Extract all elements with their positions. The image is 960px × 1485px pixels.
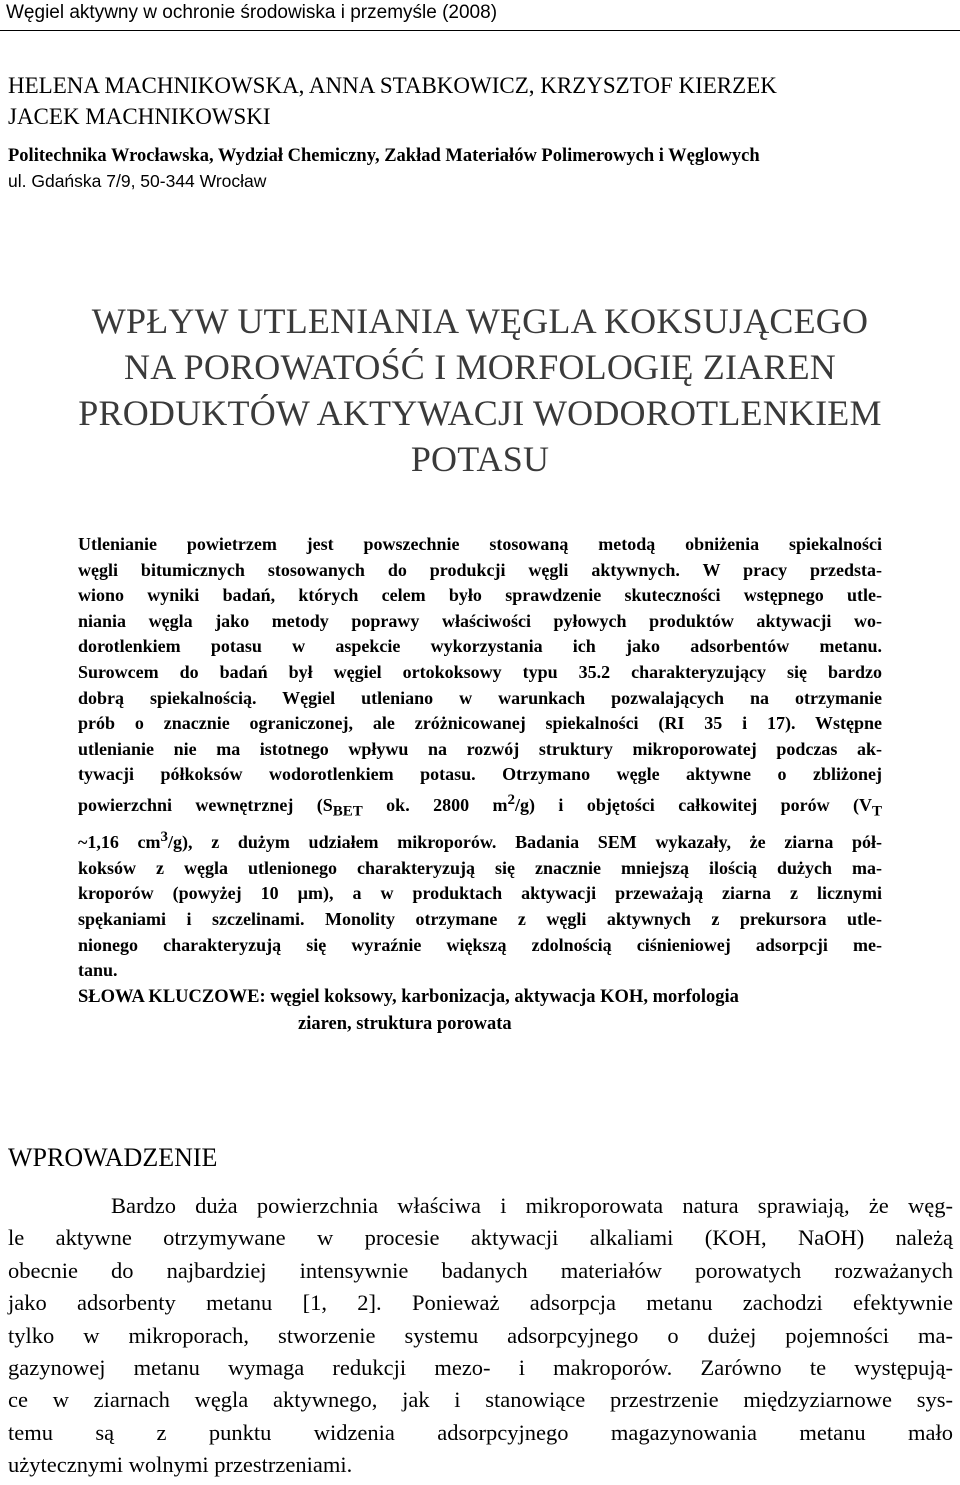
superscript-3: 3 xyxy=(160,829,169,846)
section-heading: WPROWADZENIE xyxy=(8,1143,218,1172)
title-line-1: WPŁYW UTLENIANIA WĘGLA KOKSUJĄCEGO xyxy=(91,301,869,341)
abstract-line: koksów z węgla utlenionego charakteryzują się znacznie mniejszą ilością dużych ma- xyxy=(78,857,882,878)
abstract-line-formula-2 xyxy=(78,825,882,856)
keywords-line-2: ziaren, struktura porowata xyxy=(298,1014,512,1034)
abstract-line: węgli bitumicznych stosowanych do produkcji węgli aktywnych. W pracy przedsta- xyxy=(78,559,882,580)
title-line-3: PRODUKTÓW AKTYWACJI WODOROTLENKIEM xyxy=(78,393,882,433)
abstract-line: nionego charakteryzują się wyraźnie większą zdolnością ciśnieniowej adsorpcji me- xyxy=(78,934,882,955)
intro-line: Bardzo duża powierzchnia właściwa i mikroporowata natura sprawiają, że węg- xyxy=(111,1193,953,1218)
abstract-line: dobrą spiekalnością. Węgiel utleniano w warunkach pozwalających na otrzymanie xyxy=(78,687,882,708)
abstract-line: niania węgla jako metody poprawy właściwości pyłowych produktów aktywacji wo- xyxy=(78,610,882,631)
author-list xyxy=(8,70,953,132)
abstract-line: tanu. xyxy=(78,960,118,981)
affiliation xyxy=(8,144,953,195)
intro-line: gazynowej metanu wymaga redukcji mezo- i makroporów. Zarówno te występują- xyxy=(8,1355,953,1381)
authors-line-2: JACEK MACHNIKOWSKI xyxy=(8,104,271,129)
address: ul. Gdańska 7/9, 50-344 Wrocław xyxy=(8,171,267,191)
abstract xyxy=(78,532,882,984)
intro-line: jako adsorbenty metanu [1, 2]. Ponieważ adsorpcja metanu zachodzi efektywnie xyxy=(8,1290,953,1316)
institution: Politechnika Wrocławska, Wydział Chemiczny, Zakład Materiałów Polimerowych i Węglowych xyxy=(8,146,760,166)
intro-line: ce w ziarnach węgla aktywnego, jak i stanowiące przestrzenie międzyziarnowe sys- xyxy=(8,1387,953,1413)
keywords-line-1: SŁOWA KLUCZOWE: węgiel koksowy, karbonizacja, aktywacja KOH, morfologia xyxy=(78,987,739,1007)
subscript-t: T xyxy=(872,803,883,820)
abstract-text: powierzchni wewnętrznej (S xyxy=(78,794,333,815)
intro-line: tylko w mikroporach, stworzenie systemu adsorpcyjnego o dużej pojemności ma- xyxy=(8,1322,953,1348)
abstract-text: /g) i objętości całkowitej porów (V xyxy=(515,794,872,815)
authors-line-1: HELENA MACHNIKOWSKA, ANNA STABKOWICZ, KRZYSZTOF KIERZEK xyxy=(8,73,777,98)
keywords xyxy=(78,984,882,1038)
running-title: Węgiel aktywny w ochronie środowiska i przemyśle (2008) xyxy=(6,2,498,23)
subscript-bet: BET xyxy=(332,803,363,820)
running-header xyxy=(0,0,960,31)
intro-line: użytecznymi wolnymi przestrzeniami. xyxy=(8,1452,353,1478)
title-line-4: POTASU xyxy=(410,439,550,479)
abstract-line: Surowcem do badań był węgiel ortokoksowy typu 35.2 charakteryzujący się bardzo xyxy=(78,661,882,682)
abstract-line: kroporów (powyżej 10 µm), a w produktach aktywacji przeważają ziarna z licznymi xyxy=(78,883,882,904)
paper-title xyxy=(0,298,960,482)
abstract-text: /g), z dużym udziałem mikroporów. Badania SEM wykazały, że ziarna pół- xyxy=(168,832,882,853)
abstract-line: tywacji półkoksów wodorotlenkiem potasu. Otrzymano węgle aktywne o zbliżonej xyxy=(78,764,882,785)
abstract-line: utlenianie nie ma istotnego wpływu na rozwój struktury mikroporowatej podczas ak- xyxy=(78,738,882,759)
abstract-text: ~1,16 cm xyxy=(78,832,161,853)
abstract-line: spękaniami i szczelinami. Monolity otrzymane z węgli aktywnych z prekursora utle- xyxy=(78,908,882,929)
intro-line: le aktywne otrzymywane w procesie aktywacji alkaliami (KOH, NaOH) należą xyxy=(8,1225,953,1251)
abstract-line: Utlenianie powietrzem jest powszechnie stosowaną metodą obniżenia spiekalności xyxy=(78,534,882,554)
superscript-2: 2 xyxy=(507,791,516,808)
intro-paragraph xyxy=(8,1190,953,1482)
intro-line: obecnie do najbardziej intensywnie badanych materiałów porowatych rozważanych xyxy=(8,1257,953,1283)
abstract-line: dorotlenkiem potasu w aspekcie wykorzystania ich jako adsorbentów metanu. xyxy=(78,636,882,657)
intro-line: temu są z punktu widzenia adsorpcyjnego magazynowania metanu mało xyxy=(8,1419,953,1445)
abstract-line: wiono wyniki badań, których celem było sprawdzenie skuteczności wstępnego utle- xyxy=(78,585,882,606)
abstract-line: prób o znacznie ograniczonej, ale zróżnicowanej spiekalności (RI 35 i 17). Wstępne xyxy=(78,713,882,734)
abstract-line-formula-1 xyxy=(78,788,882,825)
abstract-text: ok. 2800 m xyxy=(362,794,508,815)
title-line-2: NA POROWATOŚĆ I MORFOLOGIĘ ZIAREN xyxy=(124,347,836,387)
